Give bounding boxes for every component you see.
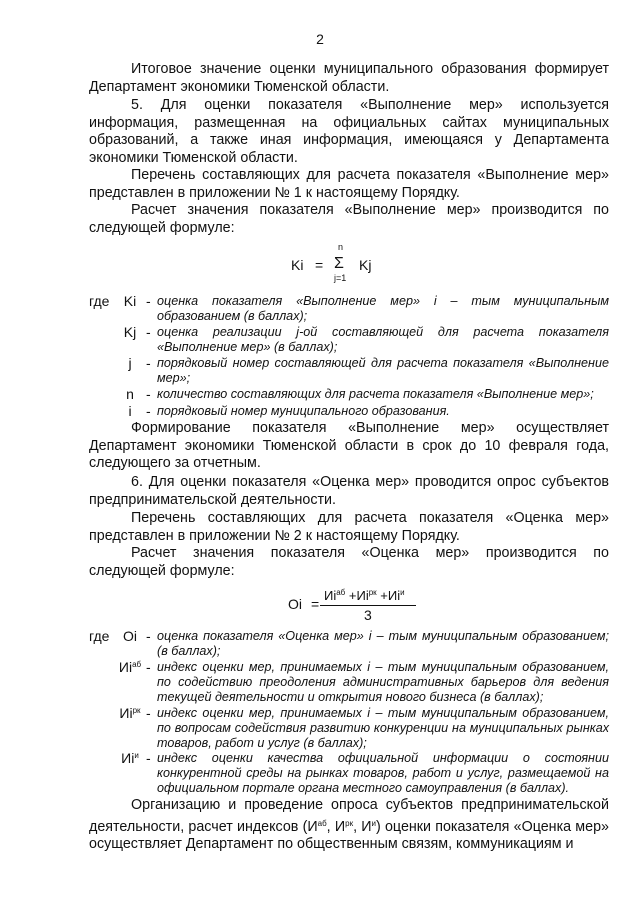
definition-dash: - (146, 324, 151, 340)
definition-text: индекс оценки мер, принимаемых i – тым муниципальным образованием, по вопросам содействия развитию конкуренции на муниципальных рынках товаров, работ и услуг (в баллах); (157, 706, 609, 750)
paragraph-final-assessment: Итоговое значение оценки муниципального образования формирует Департамент экономики Тюменской области. (89, 61, 609, 95)
definition-row (89, 386, 613, 402)
definition-text: оценка показателя «Оценка мер» i – тым муниципальным образованием; (в баллах); (157, 629, 609, 658)
definition-text: оценка показателя «Выполнение мер» i – тым муниципальным образованием (в баллах); (157, 294, 609, 323)
definition-symbol: Kj (123, 324, 137, 340)
definition-text: индекс оценки качества официальной информации о состоянии конкурентной среды на рынках товаров, работ и услуг, размещаемой на официальном портале органа местного самоуправления (в баллах). (157, 751, 609, 795)
definition-dash: - (146, 750, 151, 766)
definition-row (89, 705, 613, 750)
definition-dash: - (146, 293, 151, 309)
definition-row (89, 750, 613, 795)
formula1-term: Kj (359, 257, 372, 273)
definition-dash: - (146, 386, 151, 402)
page-number: 2 (316, 31, 324, 47)
definition-dash: - (146, 628, 151, 644)
definition-dash: - (146, 705, 151, 721)
paragraph-components-list-1: Перечень составляющих для расчета показателя «Выполнение мер» представлен в приложении № 1 к настоящему Порядку. (89, 167, 609, 201)
definition-symbol: Oi (123, 628, 137, 644)
definition-symbol: n (126, 386, 134, 402)
paragraph-calc-formula-1: Расчет значения показателя «Выполнение мер» производится по следующей формуле: (89, 202, 609, 236)
formula2-lhs: Oi (288, 596, 302, 612)
definition-dash: - (146, 659, 151, 675)
definition-symbol: Ki (123, 293, 137, 309)
definition-text: порядковый номер муниципального образования. (157, 404, 450, 418)
definition-row (89, 628, 613, 658)
paragraph-deadline: Формирование показателя «Выполнение мер» осуществляет Департамент экономики Тюменской области в срок до 10 февраля года, следующего за отчетным. (89, 420, 609, 471)
where-label: где (89, 293, 110, 309)
paragraph-components-list-2: Перечень составляющих для расчета показателя «Оценка мер» представлен в приложении № 2 к настоящему Порядку. (89, 510, 609, 544)
definition-text: количество составляющих для расчета показателя «Выполнение мер»; (157, 387, 594, 401)
definition-symbol: $Иi^{аб}$ (118, 659, 142, 675)
definition-row (89, 293, 613, 323)
definition-row (89, 403, 613, 419)
definition-symbol: $Иi^{рк}$ (119, 705, 141, 721)
formula1-equals: = (315, 257, 324, 273)
paragraph-measures-info: 5. Для оценки показателя «Выполнение мер» используется информация, размещенная на официальных сайтах муниципальных образований, а также иная информация, имеющаяся у Департамента экономики Тюменской области. (89, 97, 609, 166)
definition-symbol: $Иi^и$ (121, 750, 139, 766)
formula2-denominator: 3 (364, 607, 372, 623)
definition-text: порядковый номер составляющей для расчета показателя «Выполнение мер»; (157, 356, 609, 385)
definition-dash: - (146, 403, 151, 419)
formula1-lower-limit: j=1 (334, 273, 347, 283)
definition-symbol: j (128, 355, 132, 371)
paragraph-calc-formula-2: Расчет значения показателя «Оценка мер» производится по следующей формуле: (89, 545, 609, 579)
where-label: где (89, 628, 110, 644)
definition-row (89, 659, 613, 704)
definition-dash: - (146, 355, 151, 371)
definition-row (89, 355, 613, 385)
paragraph-survey: 6. Для оценки показателя «Оценка мер» проводится опрос субъектов предпринимательской деятельности. (89, 474, 609, 508)
formula2-equals: = (311, 596, 320, 612)
definition-text: индекс оценки мер, принимаемых i – тым муниципальным образованием, по содействию преодоления административных барьеров для ведения текущей деятельности и открытия нового бизнеса (в баллах); (157, 660, 609, 704)
formula1-sigma: Σ (334, 255, 344, 272)
formula2-numerator: $Иi^{аб} +Иi^{рк} +Иi^и$ (324, 588, 405, 603)
paragraph-survey-organization: Организацию и проведение опроса субъектов предпринимательской деятельности, расчет индексов ($И^{аб}$, $И^{рк}$, $И^и$) оценки показателя «Оценка мер» осуществляет Департамент по общественным связям, коммуникациям и (89, 797, 609, 852)
formula1-lhs: Ki (291, 257, 304, 273)
definition-text: оценка реализации j-ой составляющей для расчета показателя «Выполнение мер» (в баллах); (157, 325, 609, 354)
fraction-bar (320, 605, 416, 606)
definition-row (89, 324, 613, 354)
formula1-upper-limit: n (338, 242, 344, 252)
definition-symbol: i (128, 403, 132, 419)
